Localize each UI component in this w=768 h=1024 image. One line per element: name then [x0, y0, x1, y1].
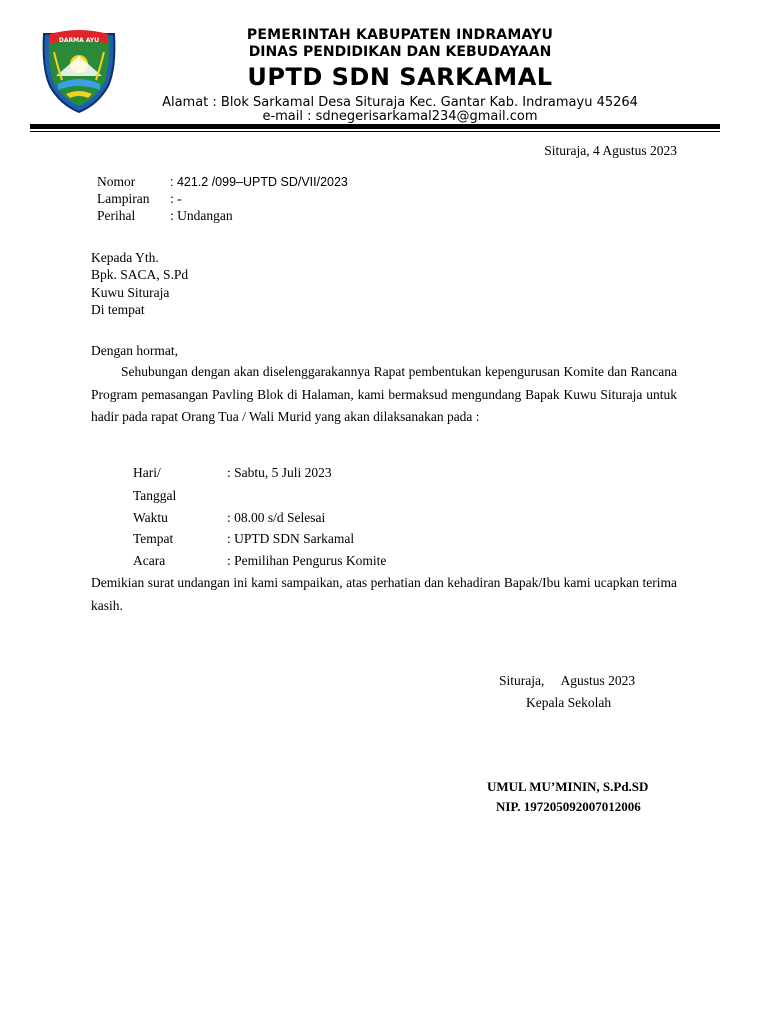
kop-address: Alamat : Blok Sarkamal Desa Situraja Kec. Gantar Kab. Indramayu 45264 [162, 95, 638, 110]
recipient-line-4: Di tempat [91, 302, 145, 317]
letterhead-divider-thin [30, 131, 720, 132]
kop-department: DINAS PENDIDIKAN DAN KEBUDAYAAN [248, 44, 552, 60]
waktu-label: Waktu [133, 510, 168, 525]
body-paragraph: Sehubungan dengan akan diselenggarakannya Rapat pembentukan kepengurusan Komite dan Rancana Program pemasangan Pavling Blok di Halaman, kami bermaksud mengundang Bapak Kuwu Situraja untuk hadir pada rapat Orang Tua / Wali Murid yang akan dilaksanakan pada : [91, 364, 677, 424]
closing-paragraph: Demikian surat undangan ini kami sampaikan, atas perhatian dan kehadiran Bapak/Ibu kami ucapkan terima kasih. [91, 575, 677, 613]
signature-title: Kepala Sekolah [526, 695, 612, 710]
signatory-name: UMUL MU’MININ, S.Pd.SD [487, 779, 649, 794]
tanggal-label: Tanggal [133, 488, 177, 503]
letter-date: Situraja, 4 Agustus 2023 [544, 143, 677, 158]
hari-value: : Sabtu, 5 Juli 2023 [227, 465, 332, 480]
hari-label: Hari/ [133, 465, 161, 480]
recipient-line-2: Bpk. SACA, S.Pd [91, 267, 189, 282]
tempat-label: Tempat [133, 531, 174, 546]
perihal-value: : Undangan [170, 208, 233, 223]
kop-school-name: UPTD SDN SARKAMAL [247, 63, 553, 91]
signatory-nip: NIP. 197205092007012006 [496, 799, 641, 814]
logo-motto: DARMA AYU [58, 37, 100, 44]
letterhead-divider [30, 124, 720, 129]
lampiran-label: Lampiran [97, 191, 150, 206]
acara-value: : Pemilihan Pengurus Komite [227, 553, 387, 568]
nomor-value: : 421.2 /099–UPTD SD/VII/2023 [170, 175, 348, 189]
signature-place-date: Situraja, Agustus 2023 [499, 673, 636, 688]
acara-label: Acara [133, 553, 166, 568]
nomor-label: Nomor [97, 174, 136, 189]
perihal-label: Perihal [97, 208, 136, 223]
waktu-value: : 08.00 s/d Selesai [227, 510, 326, 525]
recipient-line-1: Kepada Yth. [91, 250, 159, 265]
kop-email: e-mail : sdnegerisarkamal234@gmail.com [262, 109, 538, 124]
tempat-value: : UPTD SDN Sarkamal [227, 531, 355, 546]
kop-government: PEMERINTAH KABUPATEN INDRAMAYU [246, 27, 554, 43]
greeting: Dengan hormat, [91, 343, 178, 358]
lampiran-value: : - [170, 191, 182, 206]
recipient-line-3: Kuwu Situraja [91, 285, 170, 300]
